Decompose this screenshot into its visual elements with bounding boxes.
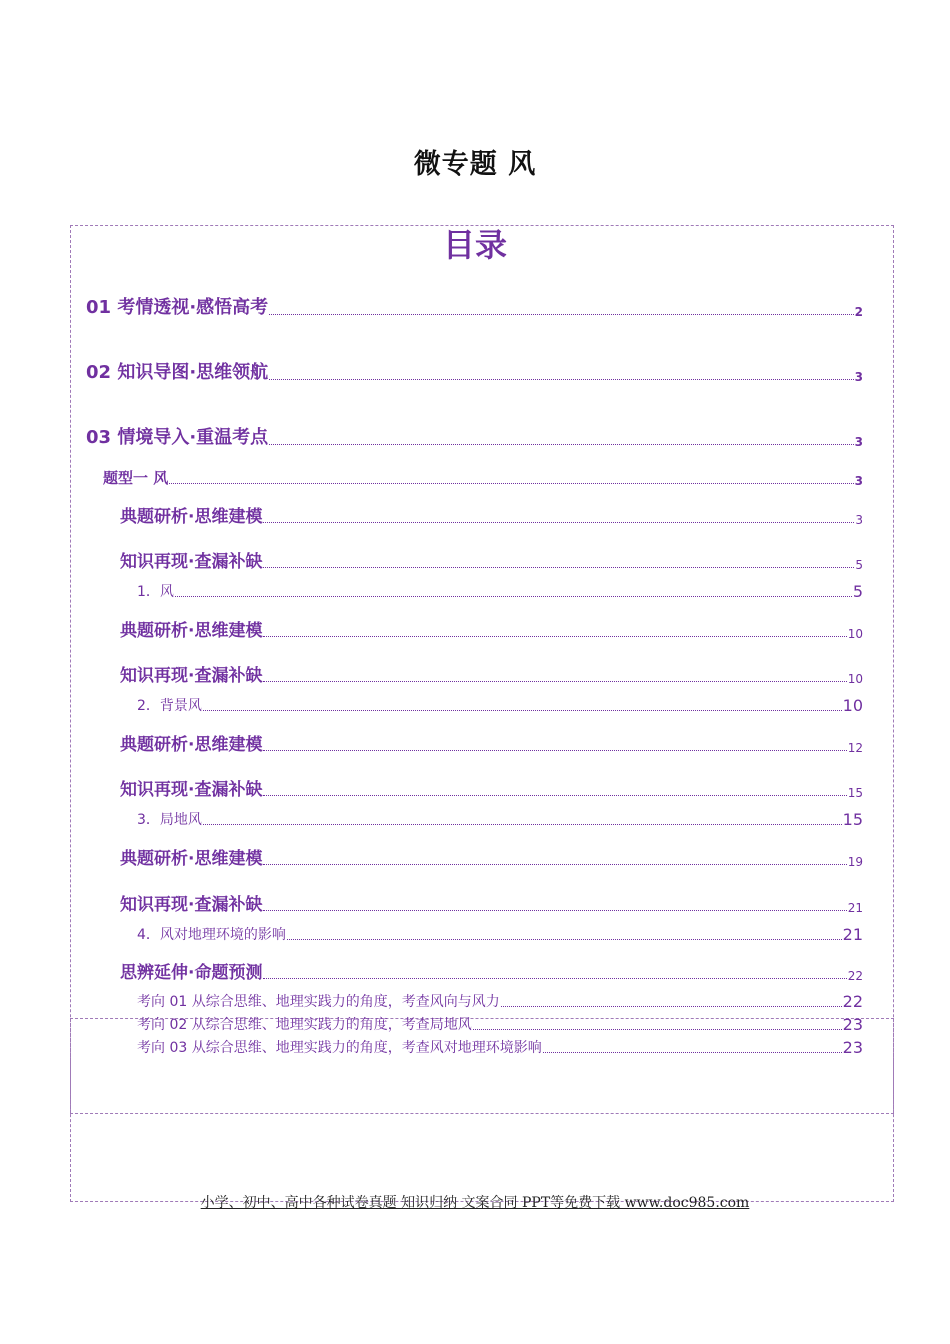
toc-entry-page: 19	[847, 855, 863, 869]
toc-entry[interactable]	[137, 809, 863, 829]
toc-entry[interactable]	[86, 293, 863, 319]
toc-entry-label: 考向 01 从综合思维、地理实践力的角度，考查风向与风力	[137, 994, 500, 1010]
toc-entry-label: 知识再现·查漏补缺	[120, 780, 263, 800]
toc-entry-page: 15	[842, 810, 863, 829]
footer-link[interactable]: 小学、初中、高中各种试卷真题 知识归纳 文案合同 PPT等免费下载 www.doc985.com	[200, 1195, 750, 1211]
toc-entry[interactable]	[86, 423, 863, 449]
toc-leader	[175, 595, 852, 597]
toc-leader	[543, 1051, 842, 1053]
toc-entry-page: 12	[847, 741, 863, 755]
toc-entry[interactable]	[137, 1037, 863, 1057]
toc-entry[interactable]	[120, 616, 863, 641]
toc-entry[interactable]	[137, 695, 863, 715]
toc-leader	[473, 1028, 842, 1030]
toc-entry[interactable]	[120, 958, 863, 983]
toc-entry-page: 23	[842, 1038, 863, 1057]
toc-entry-label: 思辨延伸·命题预测	[120, 963, 263, 983]
toc-entry[interactable]	[120, 890, 863, 915]
toc-leader	[287, 938, 842, 940]
toc-entry-page: 5	[855, 558, 863, 572]
toc-entry-page: 5	[852, 582, 863, 601]
toc-entry-label: 知识再现·查漏补缺	[120, 895, 263, 915]
toc-entry[interactable]	[137, 581, 863, 601]
toc-leader	[501, 1005, 842, 1007]
toc-entry-label: 题型一 风	[103, 469, 169, 487]
toc-entry-label: 典题研析·思维建模	[120, 621, 263, 641]
document-title: 微专题 风	[413, 149, 537, 180]
toc-leader	[263, 635, 846, 637]
toc-entry-label: 01 考情透视·感悟高考	[86, 297, 269, 318]
toc-entry-page: 15	[847, 786, 863, 800]
toc-entry-label: 典题研析·思维建模	[120, 849, 263, 869]
toc-entry[interactable]	[120, 547, 863, 572]
toc-entry[interactable]	[120, 661, 863, 686]
toc-entry-label: 考向 03 从综合思维、地理实践力的角度，考查风对地理环境影响	[137, 1040, 542, 1056]
toc-leader	[263, 566, 854, 568]
toc-entry-page: 3	[855, 513, 863, 527]
toc-entry-label: 知识再现·查漏补缺	[120, 666, 263, 686]
toc-leader	[263, 977, 846, 979]
toc-entry-page: 22	[847, 969, 863, 983]
toc-entry-page: 3	[854, 435, 863, 449]
toc-leader	[263, 749, 846, 751]
toc-entry-page: 10	[847, 627, 863, 641]
toc-entry[interactable]	[137, 1014, 863, 1034]
toc-entry-label: 典题研析·思维建模	[120, 735, 263, 755]
toc-entry-label: 3．局地风	[137, 812, 202, 828]
toc-entry-label: 知识再现·查漏补缺	[120, 552, 263, 572]
toc-leader	[263, 909, 846, 911]
toc-entry-label: 1．风	[137, 584, 174, 600]
toc-entry-label: 2．背景风	[137, 698, 202, 714]
toc-leader	[263, 680, 846, 682]
toc-entry[interactable]	[120, 775, 863, 800]
toc-entry[interactable]	[86, 358, 863, 384]
toc-leader	[269, 313, 853, 315]
toc-leader	[263, 794, 846, 796]
toc-entry-label: 典题研析·思维建模	[120, 507, 263, 527]
toc-entry-page: 21	[847, 901, 863, 915]
toc-entry-label: 考向 02 从综合思维、地理实践力的角度，考查局地风	[137, 1017, 472, 1033]
toc-entry-label: 4．风对地理环境的影响	[137, 927, 286, 943]
toc-leader	[203, 823, 842, 825]
toc-entry[interactable]	[137, 991, 863, 1011]
toc-entry[interactable]	[103, 467, 863, 488]
toc-entry-page: 23	[842, 1015, 863, 1034]
toc-entry-page: 3	[854, 474, 863, 488]
toc-entry-label: 03 情境导入·重温考点	[86, 427, 269, 448]
toc-entry-label: 02 知识导图·思维领航	[86, 362, 269, 383]
toc-leader	[169, 482, 853, 484]
toc-leader	[263, 863, 846, 865]
toc-entry-page: 3	[854, 370, 863, 384]
toc-leader	[263, 521, 854, 523]
toc-entry[interactable]	[137, 924, 863, 944]
toc-entry[interactable]	[120, 730, 863, 755]
toc-leader	[269, 378, 853, 380]
toc-entry-page: 2	[854, 305, 863, 319]
toc-entry-page: 21	[842, 925, 863, 944]
toc-entry[interactable]	[120, 844, 863, 869]
toc-entry-page: 10	[842, 696, 863, 715]
toc-heading: 目录	[442, 226, 507, 264]
toc-entry-page: 22	[842, 992, 863, 1011]
toc-leader	[269, 443, 853, 445]
toc-entry-page: 10	[847, 672, 863, 686]
toc-entry[interactable]	[120, 502, 863, 527]
toc-leader	[203, 709, 842, 711]
